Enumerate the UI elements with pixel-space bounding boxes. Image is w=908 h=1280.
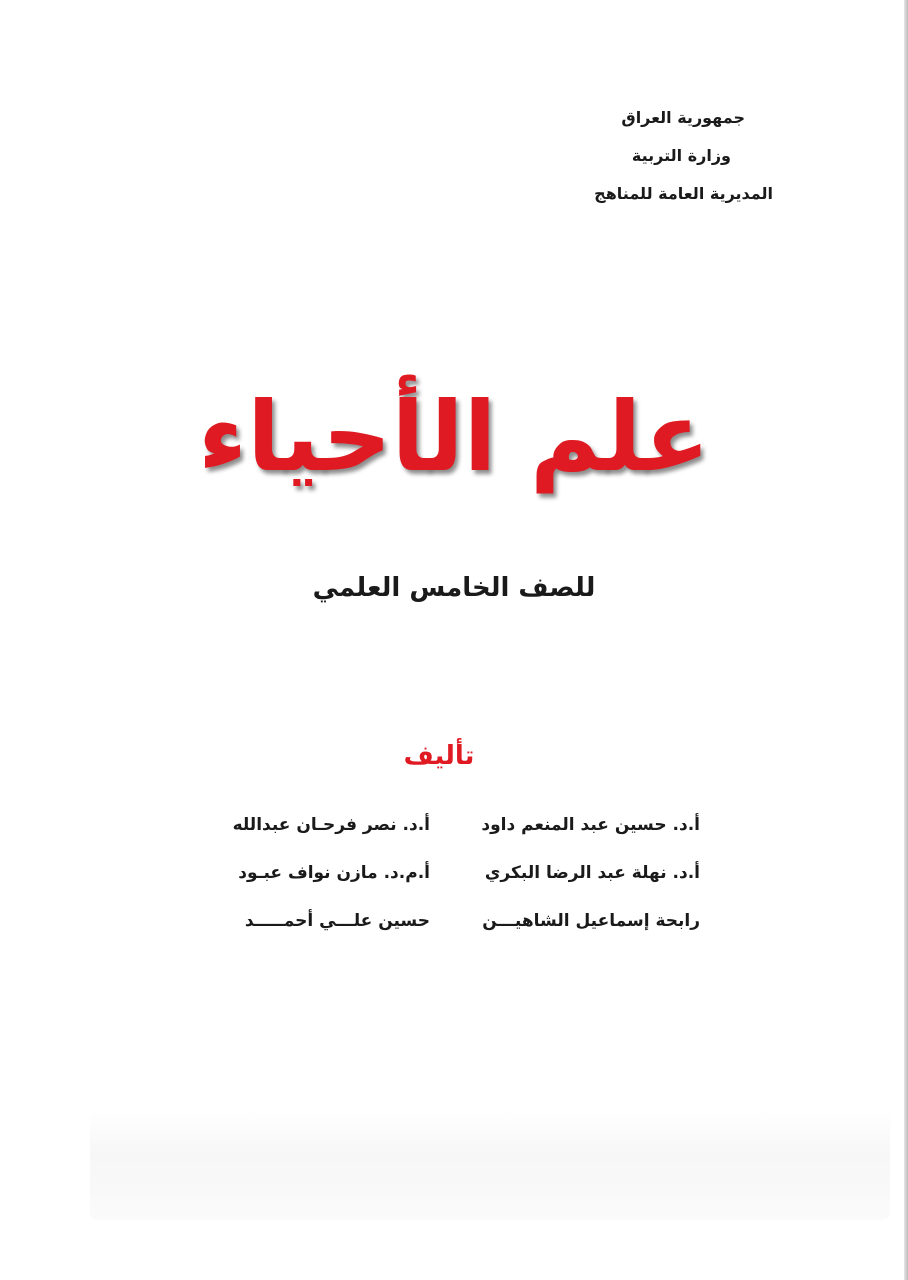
author-name: رابحة إسماعيل الشاهيـــن <box>482 911 700 931</box>
faded-watermark <box>90 1110 890 1220</box>
author-name: أ.د. حسين عبد المنعم داود <box>481 815 700 835</box>
directorate-name: المديرية العامة للمناهج <box>594 184 773 203</box>
author-name: أ.د. نصر فرحـان عبدالله <box>232 815 430 835</box>
authors-list <box>200 812 700 934</box>
ministry-header <box>533 108 773 222</box>
page-edge <box>904 0 908 1280</box>
book-subtitle: للصف الخامس العلمي <box>312 573 596 603</box>
author-name: أ.د. نهلة عبد الرضا البكري <box>484 863 700 883</box>
book-title: علم الأحياء <box>198 381 710 493</box>
ministry-name: وزارة التربية <box>631 146 731 165</box>
author-name: أ.م.د. مازن نواف عبـود <box>238 863 430 883</box>
authorship-label: تأليف <box>403 741 475 771</box>
author-name: حسين علـــي أحمـــــد <box>244 911 430 931</box>
country-name: جمهورية العراق <box>621 108 745 127</box>
